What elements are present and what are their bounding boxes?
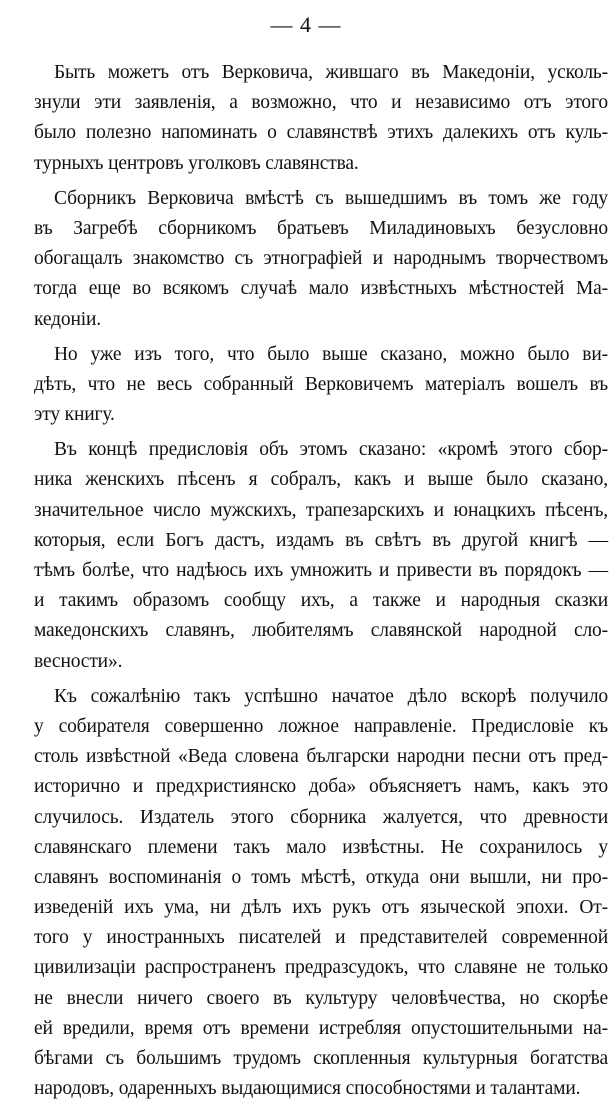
text-line: въ Загребѣ сборникомъ братьевъ Миладиновыхъ безусловно [34,217,608,239]
text-line: обогащалъ знакомство съ этнографіей и народнымъ творчествомъ [34,248,608,270]
text-line: знули эти заявленія, а возможно, что и независимо отъ этого [34,92,608,114]
text-line: которыя, если Богъ дастъ, издамъ въ свѣтъ въ другой книгѣ — [34,529,608,551]
text-line: турныхъ центровъ уголковъ славянства. [34,152,359,174]
text-line: Въ концѣ предисловія объ этомъ сказано: «кромѣ этого сбор- [54,439,608,461]
text-line: не внесли ничего своего въ культуру человѣчества, но скорѣе [34,987,608,1009]
paragraph [34,184,608,335]
paragraph [34,435,608,677]
text-line: Быть можетъ отъ Верковича, жившаго въ Македоніи, усколь- [54,62,608,83]
text-line: значительное число мужскихъ, трапезарскихъ и юнацкихъ пѣсенъ, [34,499,608,521]
text-line: исторично и предхристиянско доба» объясняетъ намъ, какъ это [34,776,608,798]
body-text [34,58,608,1104]
text-line: у собирателя совершенно ложное направленіе. Предисловіе къ [34,715,608,737]
text-line: Сборникъ Верковича вмѣстѣ съ вышедшимъ въ томъ же году [54,187,608,209]
text-line: весности». [34,650,123,672]
text-line: изведеній ихъ ума, ни дѣлъ ихъ рукъ отъ языческой эпохи. От- [34,897,608,919]
text-line: кедоніи. [34,308,102,330]
text-line: славянскаго племени такъ мало извѣстны. Не сохранилось у [34,836,608,858]
text-line: дѣть, что не весь собранный Верковичемъ матеріалъ вошелъ въ [34,373,608,395]
text-line: ника женскихъ пѣсенъ я собралъ, какъ и выше было сказано, [34,469,608,491]
text-line: и такимъ образомъ сообщу ихъ, а также и народныя сказки [34,590,608,612]
text-line: цивилизаціи распространенъ предразсудокъ, что славяне не только [34,957,608,979]
text-line: ей вредили, время отъ времени истребляя опустошительными на- [34,1017,608,1039]
text-line: случилось. Издатель этого сборника жалуется, что древности [34,806,608,828]
paragraph [34,340,608,431]
text-line: Къ сожалѣнію такъ успѣшно начатое дѣло вскорѣ получило [54,685,608,707]
text-line: было полезно напоминать о славянствѣ этихъ далекихъ отъ куль- [34,122,608,144]
text-line: эту книгу. [34,404,115,426]
text-line: тогда еще во всякомъ случаѣ мало извѣстныхъ мѣстностей Ма- [34,278,608,300]
text-line: народовъ, одаренныхъ выдающимися способностями и талантами. [34,1078,581,1100]
text-line: Но уже изъ того, что было выше сказано, можно было ви- [54,343,608,365]
text-line: того у иностранныхъ писателей и представителей современной [34,927,608,949]
text-line: тѣмъ болѣе, что надѣюсь ихъ умножить и привести въ порядокъ — [34,560,608,581]
text-line: бѣгами съ большимъ трудомъ скопленныя культурныя богатства [34,1048,608,1069]
paragraph [34,58,608,179]
text-line: македонскихъ славянъ, любителямъ славянской народной сло- [34,620,608,642]
page-number: — 4 — [270,12,342,37]
paragraph [34,682,608,1104]
text-line: славянъ воспоминанія о томъ мѣстѣ, откуда они вышли, ни про- [34,866,608,888]
text-line: столь извѣстной «Веда словена български народни песни отъ пред- [34,746,608,768]
